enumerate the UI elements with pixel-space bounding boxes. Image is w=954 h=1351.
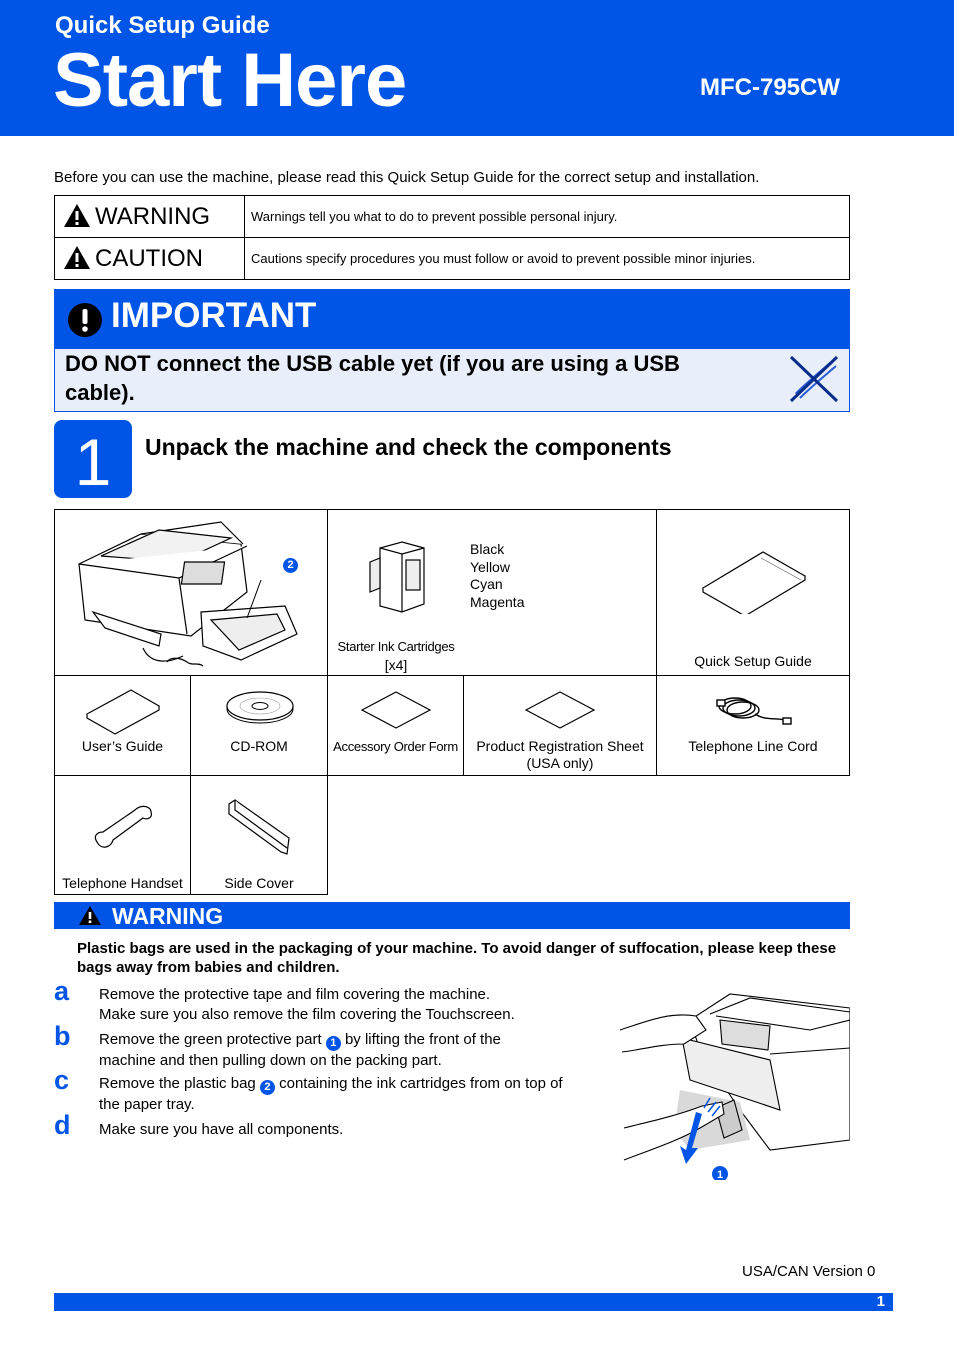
component-machine — [54, 509, 328, 676]
registration-caption: Product Registration Sheet — [476, 738, 644, 754]
step-b-line2: machine and then pulling down on the packing part. — [99, 1052, 442, 1069]
side-cover-image — [225, 798, 295, 858]
ink-color-yellow: Yellow — [470, 558, 510, 575]
important-header — [55, 290, 849, 349]
component-quick-setup-guide — [656, 509, 850, 676]
no-usb-cable-icon — [788, 354, 840, 404]
notice-label: CAUTION — [95, 244, 203, 272]
notice-table — [54, 195, 850, 280]
handset-caption: Telephone Handset — [62, 875, 183, 891]
side-cover-caption: Side Cover — [224, 875, 294, 891]
unpacking-illustration — [620, 990, 850, 1180]
warning-triangle-icon — [78, 905, 102, 926]
ink-quantity: [x4] — [384, 657, 408, 673]
page-number: 1 — [876, 1293, 885, 1310]
version-text: USA/CAN Version 0 — [742, 1263, 876, 1280]
step-d-text: Make sure you have all components. — [99, 1121, 344, 1138]
booklet-image — [701, 550, 807, 614]
step-number: 1 — [74, 425, 112, 499]
step-letter-d: d — [54, 1110, 71, 1140]
line-cord-image — [715, 692, 793, 728]
component-product-registration — [463, 675, 657, 776]
step-b-text — [99, 1030, 599, 1071]
ink-color-cyan: Cyan — [470, 576, 503, 592]
notice-row-warning — [55, 196, 850, 238]
component-accessory-order-form — [327, 675, 464, 776]
accessory-form-image — [360, 690, 432, 730]
step-number-box — [54, 420, 132, 498]
printer-machine-image — [71, 516, 301, 668]
step-c-line2: the paper tray. — [99, 1096, 195, 1113]
step-a-line1: Remove the protective tape and film covering the machine. — [99, 986, 491, 1003]
step-a-text — [99, 985, 599, 1025]
step-c-post: containing the ink cartridges from on top of — [279, 1075, 563, 1092]
important-box — [54, 289, 850, 412]
users-guide-image — [85, 688, 161, 736]
ink-cartridge-image — [362, 538, 428, 618]
intro-text: Before you can use the machine, please read this Quick Setup Guide for the correct setup and installation. — [54, 169, 760, 186]
component-ink-cartridges — [327, 509, 657, 676]
page-title: Start Here — [53, 38, 407, 123]
step-b-post: by lifting the front of the — [344, 1031, 501, 1048]
handset-image — [91, 802, 155, 852]
step-c-pre: Remove the plastic bag — [99, 1075, 256, 1092]
registration-sheet-image — [524, 690, 596, 730]
important-title: IMPORTANT — [111, 296, 317, 335]
callout-2-icon: 2 — [283, 558, 298, 573]
step-c-text — [99, 1074, 599, 1115]
ink-color-black: Black — [470, 541, 505, 557]
figure-callout-1: 1 — [716, 1169, 724, 1181]
callout-2-icon: 2 — [260, 1080, 275, 1095]
model-number: MFC-795CW — [700, 74, 841, 101]
step-letter-b: b — [54, 1021, 71, 1051]
quick-setup-caption: Quick Setup Guide — [694, 653, 812, 669]
step-letter-c: c — [54, 1065, 70, 1095]
warning-title: WARNING — [112, 903, 224, 929]
notice-label: WARNING — [95, 202, 211, 230]
step-a-line2: Make sure you also remove the film covering the Touchscreen. — [99, 1006, 515, 1023]
callout-1-icon: 1 — [326, 1036, 341, 1051]
accessory-caption: Accessory Order Form — [333, 739, 458, 754]
component-cd-rom — [190, 675, 328, 776]
cd-rom-image — [225, 690, 295, 726]
caution-triangle-icon — [63, 245, 91, 270]
warning-bar — [54, 902, 850, 929]
ink-color-magenta: Magenta — [470, 593, 525, 610]
notice-text: Cautions specify procedures you must follow or avoid to prevent possible minor injuries. — [245, 238, 850, 280]
warning-text: Plastic bags are used in the packaging of your machine. To avoid danger of suffocation, please keep these bags away from babies and children. — [77, 940, 837, 976]
users-guide-caption: User’s Guide — [81, 738, 164, 754]
step-b-pre: Remove the green protective part — [99, 1031, 322, 1048]
line-cord-caption: Telephone Line Cord — [688, 738, 818, 754]
notice-text: Warnings tell you what to do to prevent possible personal injury. — [245, 196, 850, 238]
component-telephone-handset — [54, 775, 191, 895]
footer-bar — [54, 1293, 893, 1311]
ink-caption: Starter Ink Cartridges — [337, 639, 455, 654]
component-telephone-line-cord — [656, 675, 850, 776]
step-title: Unpack the machine and check the components — [145, 434, 672, 460]
cd-rom-caption: CD-ROM — [230, 738, 288, 754]
registration-note: (USA only) — [526, 755, 594, 771]
step-letter-a: a — [54, 976, 70, 1006]
warning-triangle-icon — [63, 203, 91, 228]
important-text: DO NOT connect the USB cable yet (if you are using a USB cable). — [65, 351, 680, 405]
ink-colors — [470, 541, 524, 611]
notice-row-caution — [55, 238, 850, 280]
component-side-cover — [190, 775, 328, 895]
guide-subtitle: Quick Setup Guide — [55, 12, 270, 39]
component-users-guide — [54, 675, 191, 776]
exclamation-icon — [67, 302, 103, 338]
